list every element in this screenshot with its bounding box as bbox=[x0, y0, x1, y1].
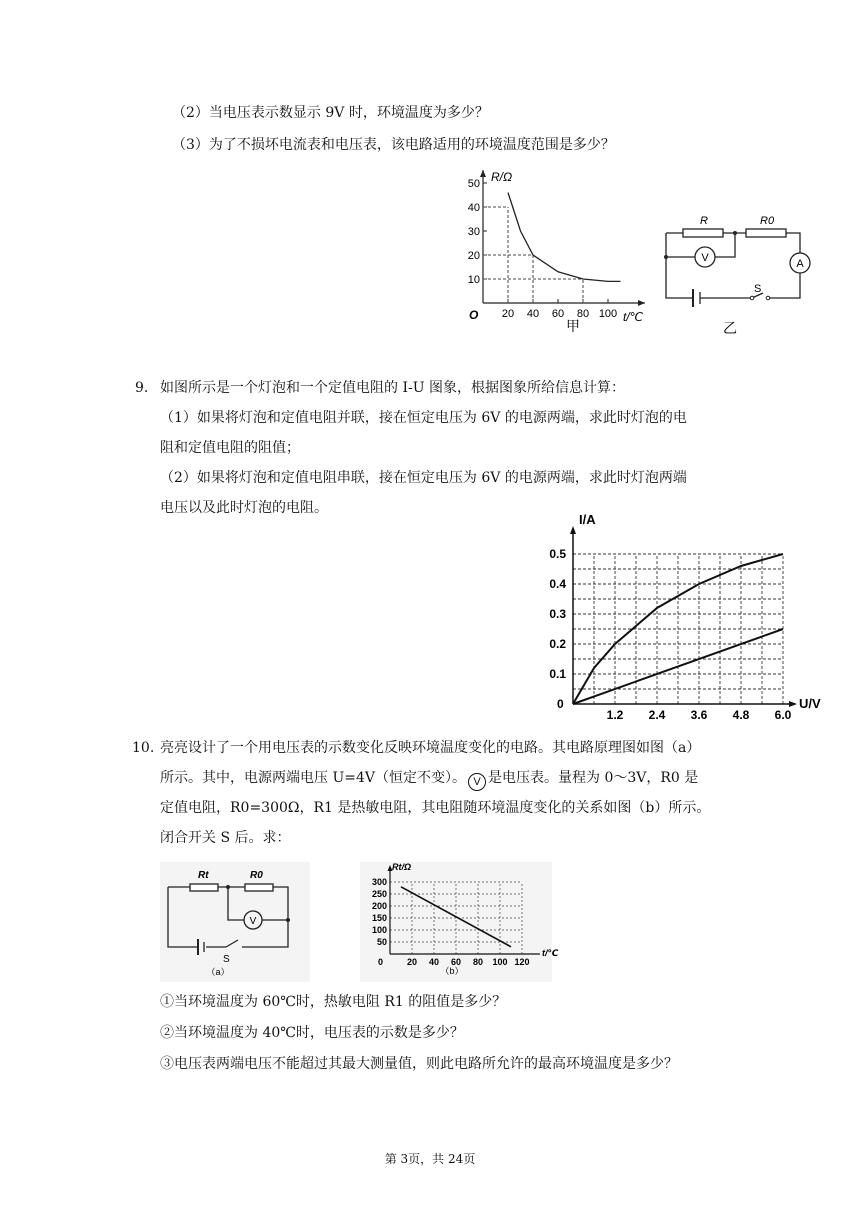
q10-sub3: ③电压表两端电压不能超过其最大测量值，则此电路所允许的最高环境温度是多少？ bbox=[160, 1056, 678, 1072]
x-axis-label: t/℃ bbox=[623, 310, 644, 324]
x-axis-label: U/V bbox=[799, 696, 821, 711]
origin-label: 0 bbox=[557, 697, 564, 711]
y-axis-label: I/A bbox=[579, 512, 596, 527]
figure-a-circuit bbox=[160, 862, 310, 982]
x-arrow bbox=[789, 701, 797, 707]
y-tick-label: 0.5 bbox=[549, 547, 566, 561]
q9-line5: 电压以及此时灯泡的电阻。 bbox=[160, 500, 328, 516]
x-arrow bbox=[638, 300, 645, 306]
q10-number: 10. bbox=[132, 740, 155, 756]
switch-label: S bbox=[754, 283, 762, 295]
y-tick-label: 50 bbox=[467, 178, 480, 190]
x-axis-label: t/℃ bbox=[542, 948, 559, 958]
x-tick-label: 2.4 bbox=[648, 708, 666, 722]
q8-sub3: （3）为了不损坏电流表和电压表，该电路适用的环境温度范围是多少？ bbox=[172, 137, 615, 153]
y-tick-label: 0.4 bbox=[549, 577, 566, 591]
label-r: R bbox=[700, 215, 708, 227]
x-tick-label: 60 bbox=[450, 957, 462, 967]
y-tick-label: 0.1 bbox=[549, 667, 566, 681]
y-tick-label: 0.2 bbox=[549, 637, 566, 651]
y-tick-label: 40 bbox=[467, 202, 480, 214]
q8-sub2: （2）当电压表示数显示 9V 时，环境温度为多少？ bbox=[172, 105, 489, 121]
caption-a: （a） bbox=[206, 967, 230, 977]
x-tick-label: 120 bbox=[514, 957, 530, 967]
q9-line3: 阻和定值电阻的阻值； bbox=[160, 440, 300, 456]
x-tick-label: 60 bbox=[551, 308, 565, 320]
label-r0: R0 bbox=[760, 215, 775, 227]
iu-chart bbox=[535, 508, 821, 723]
origin-label: O bbox=[469, 308, 479, 322]
q9-line4: （2）如果将灯泡和定值电阻串联，接在恒定电压为 6V 的电源两端，求此时灯泡两端 bbox=[160, 470, 687, 486]
x-tick-label: 1.2 bbox=[606, 708, 624, 722]
q9-line1: 如图所示是一个灯泡和一个定值电阻的 I-U 图象，根据图象所给信息计算： bbox=[160, 380, 625, 396]
x-tick-label: 20 bbox=[501, 308, 515, 320]
page-footer: 第 3页，共 24页 bbox=[384, 1152, 476, 1166]
q10-line2 bbox=[160, 768, 698, 791]
x-tick-label: 80 bbox=[472, 957, 484, 967]
y-tick-label: 200 bbox=[371, 901, 387, 911]
voltmeter-symbol: V bbox=[468, 773, 486, 791]
y-tick-label: 30 bbox=[467, 226, 480, 238]
x-tick-label: 80 bbox=[576, 308, 590, 320]
x-tick-label: 100 bbox=[598, 308, 618, 320]
ammeter-label: A bbox=[796, 258, 804, 270]
voltmeter-label: V bbox=[701, 252, 709, 264]
y-tick-label: 150 bbox=[371, 913, 387, 923]
figure-b-chart bbox=[360, 862, 559, 982]
y-tick-label: 250 bbox=[371, 889, 387, 899]
y-tick-label: 10 bbox=[467, 274, 480, 286]
y-tick-label: 100 bbox=[371, 925, 387, 935]
q10-line2-end: 是电压表。量程为 0～3V，R0 是 bbox=[488, 770, 699, 786]
x-tick-label: 100 bbox=[492, 957, 508, 967]
figure-yi-circuit bbox=[658, 205, 818, 340]
voltmeter-a-label: V bbox=[249, 916, 257, 927]
q10-line1: 亮亮设计了一个用电压表的示数变化反映环境温度变化的电路。其电路原理图如图（a） bbox=[160, 740, 701, 756]
caption-b: （b） bbox=[440, 966, 464, 976]
origin-label: 0 bbox=[378, 957, 384, 967]
caption-yi: 乙 bbox=[723, 320, 737, 336]
x-tick-label: 6.0 bbox=[774, 708, 792, 722]
q10-line3: 定值电阻，R0=300Ω，R1 是热敏电阻，其电阻随环境温度变化的关系如图（b）所示。 bbox=[160, 800, 711, 816]
y-tick-label: 300 bbox=[371, 877, 387, 887]
q9-number: 9. bbox=[135, 380, 149, 396]
series-line-r-t bbox=[508, 193, 621, 282]
x-tick-label: 20 bbox=[406, 957, 418, 967]
y-axis-label: R/Ω bbox=[491, 170, 513, 184]
y-tick-label: 50 bbox=[376, 937, 387, 947]
q9-line2: （1）如果将灯泡和定值电阻并联，接在恒定电压为 6V 的电源两端，求此时灯泡的电 bbox=[160, 410, 687, 426]
q10-sub1: ①当环境温度为 60℃时，热敏电阻 R1 的阻值是多少？ bbox=[160, 994, 507, 1010]
label-r0-a: R0 bbox=[250, 870, 263, 881]
x-tick-label: 3.6 bbox=[690, 708, 708, 722]
y-arrow bbox=[570, 526, 576, 534]
caption-jia: 甲 bbox=[566, 318, 580, 334]
x-tick-label: 40 bbox=[428, 957, 440, 967]
q10-line4: 闭合开关 S 后。求： bbox=[160, 830, 291, 846]
switch-a-label: S bbox=[223, 954, 230, 965]
y-tick-label: 0.3 bbox=[549, 607, 566, 621]
q10-sub2: ②当环境温度为 40℃时，电压表的示数是多少？ bbox=[160, 1025, 464, 1041]
figure-jia-chart bbox=[455, 165, 655, 335]
y-arrow bbox=[480, 170, 486, 177]
y-axis-label: Rt/Ω bbox=[392, 862, 412, 872]
x-tick-label: 40 bbox=[526, 308, 540, 320]
x-tick-label: 4.8 bbox=[732, 708, 750, 722]
y-tick-label: 20 bbox=[467, 250, 480, 262]
label-rt: Rt bbox=[198, 870, 209, 881]
q10-line2-start: 所示。其中，电源两端电压 U=4V（恒定不变）。 bbox=[160, 770, 466, 786]
